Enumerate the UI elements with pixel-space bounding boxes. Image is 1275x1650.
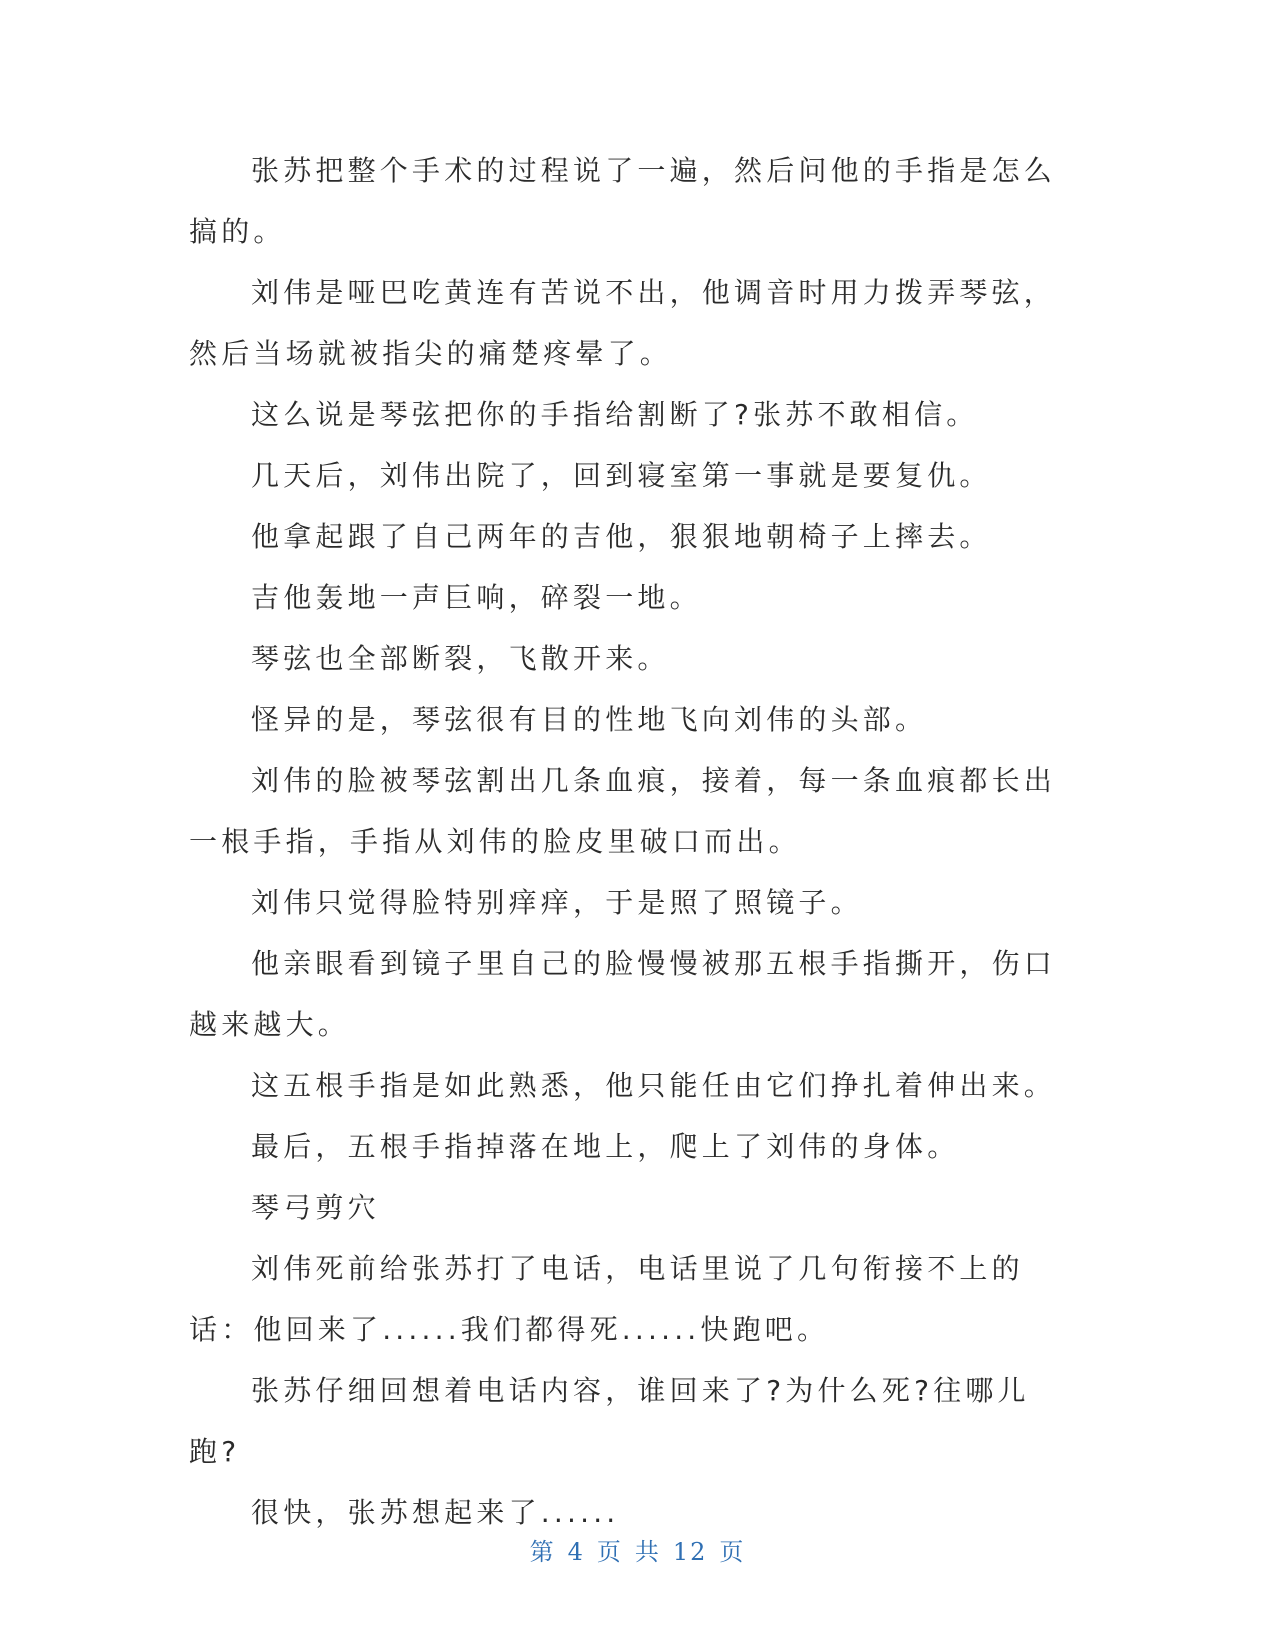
paragraph-15: 刘伟死前给张苏打了电话，电话里说了几句衔接不上的话：他回来了......我们都得死......快跑吧。 (189, 1252, 1024, 1346)
page-footer (0, 1532, 1275, 1567)
paragraph-11: 他亲眼看到镜子里自己的脸慢慢被那五根手指撕开，伤口越来越大。 (189, 947, 1057, 1041)
footer-page-word: 页 (596, 1538, 623, 1566)
paragraph-2: 刘伟是哑巴吃黄连有苦说不出，他调音时用力拨弄琴弦，然后当场就被指尖的痛楚疼晕了。 (189, 276, 1057, 370)
footer-total-word: 共 (634, 1538, 661, 1566)
footer-total-pages: 12 (672, 1538, 708, 1566)
paragraph-4: 几天后，刘伟出院了，回到寝室第一事就是要复仇。 (251, 459, 992, 492)
paragraph-7: 琴弦也全部断裂，飞散开来。 (251, 642, 670, 675)
paragraph-6: 吉他轰地一声巨响，碎裂一地。 (251, 581, 702, 614)
footer-suffix: 页 (719, 1538, 746, 1566)
paragraph-16: 张苏仔细回想着电话内容，谁回来了?为什么死?往哪儿跑? (189, 1374, 1030, 1468)
footer-prefix: 第 (529, 1538, 556, 1566)
paragraph-13: 最后，五根手指掉落在地上，爬上了刘伟的身体。 (251, 1130, 960, 1163)
footer-page-number: 4 (567, 1538, 585, 1566)
document-body (189, 140, 1059, 1543)
paragraph-12: 这五根手指是如此熟悉，他只能任由它们挣扎着伸出来。 (251, 1069, 1057, 1102)
paragraph-9: 刘伟的脸被琴弦割出几条血痕，接着，每一条血痕都长出一根手指，手指从刘伟的脸皮里破口而出。 (189, 764, 1057, 858)
paragraph-1: 张苏把整个手术的过程说了一遍，然后问他的手指是怎么搞的。 (189, 154, 1057, 248)
paragraph-17: 很快，张苏想起来了...... (251, 1496, 620, 1529)
section-heading: 琴弓剪穴 (251, 1191, 380, 1224)
paragraph-8: 怪异的是，琴弦很有目的性地飞向刘伟的头部。 (251, 703, 928, 736)
paragraph-5: 他拿起跟了自己两年的吉他，狠狠地朝椅子上摔去。 (251, 520, 992, 553)
paragraph-3: 这么说是琴弦把你的手指给割断了?张苏不敢相信。 (251, 398, 979, 431)
paragraph-10: 刘伟只觉得脸特别痒痒，于是照了照镜子。 (251, 886, 863, 919)
